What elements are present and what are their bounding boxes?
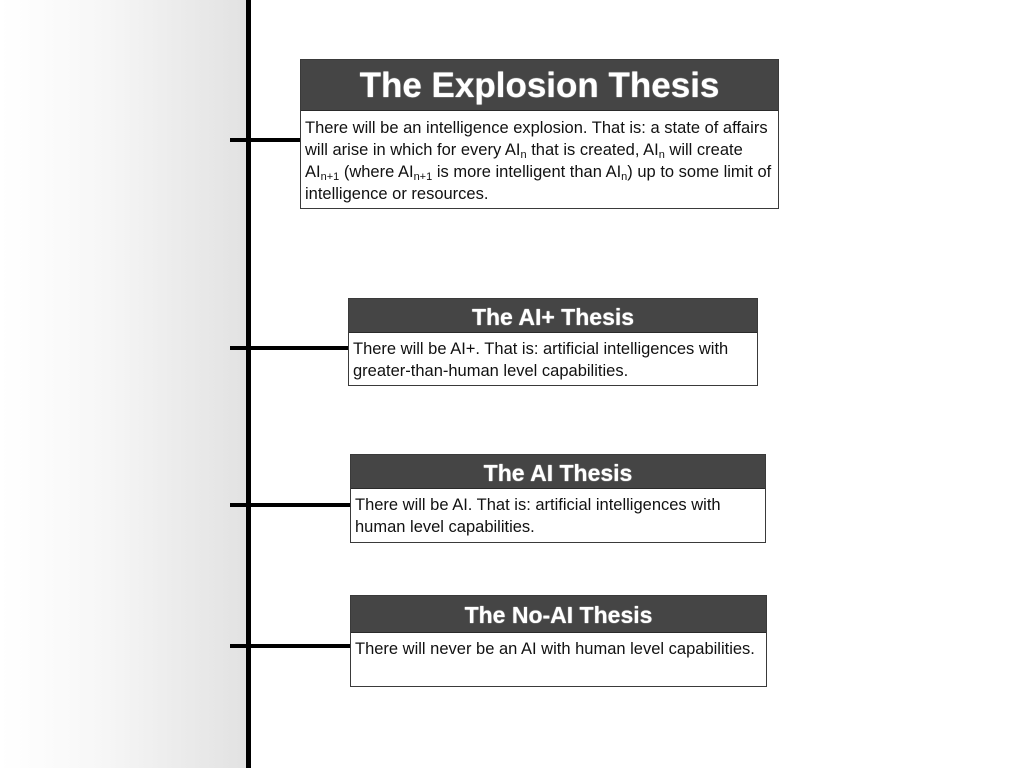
explosion-thesis-card [300, 59, 779, 209]
left-gradient-panel [0, 0, 247, 768]
no-ai-thesis-title: The No-AI Thesis [351, 596, 766, 633]
no-ai-thesis-card [350, 595, 767, 687]
ai-plus-thesis-card [348, 298, 758, 386]
ai-thesis-card [350, 454, 766, 543]
explosion-thesis-title: The Explosion Thesis [301, 60, 778, 111]
ai-thesis-body: There will be AI. That is: artificial intelligences with human level capabilities. [355, 496, 721, 536]
timeline-axis [246, 0, 251, 768]
connector-ai-plus [230, 346, 349, 350]
connector-no-ai [230, 644, 351, 648]
ai-plus-thesis-body: There will be AI+. That is: artificial intelligences with greater-than-human level capabilities. [353, 340, 729, 380]
no-ai-thesis-body: There will never be an AI with human level capabilities. [355, 640, 755, 658]
connector-explosion [230, 138, 301, 142]
explosion-thesis-body: There will be an intelligence explosion. That is: a state of affairs will arise in which for every $AI_n$ that is created, $AI_n$ will create $AI_{n+1}$ (where $AI_{n+1}$ is more intelligent than $AI_n$) up to some limit of intelligence or resources. [305, 119, 772, 203]
connector-ai [230, 503, 351, 507]
ai-plus-thesis-title: The AI+ Thesis [349, 299, 757, 333]
ai-thesis-title: The AI Thesis [351, 455, 765, 489]
